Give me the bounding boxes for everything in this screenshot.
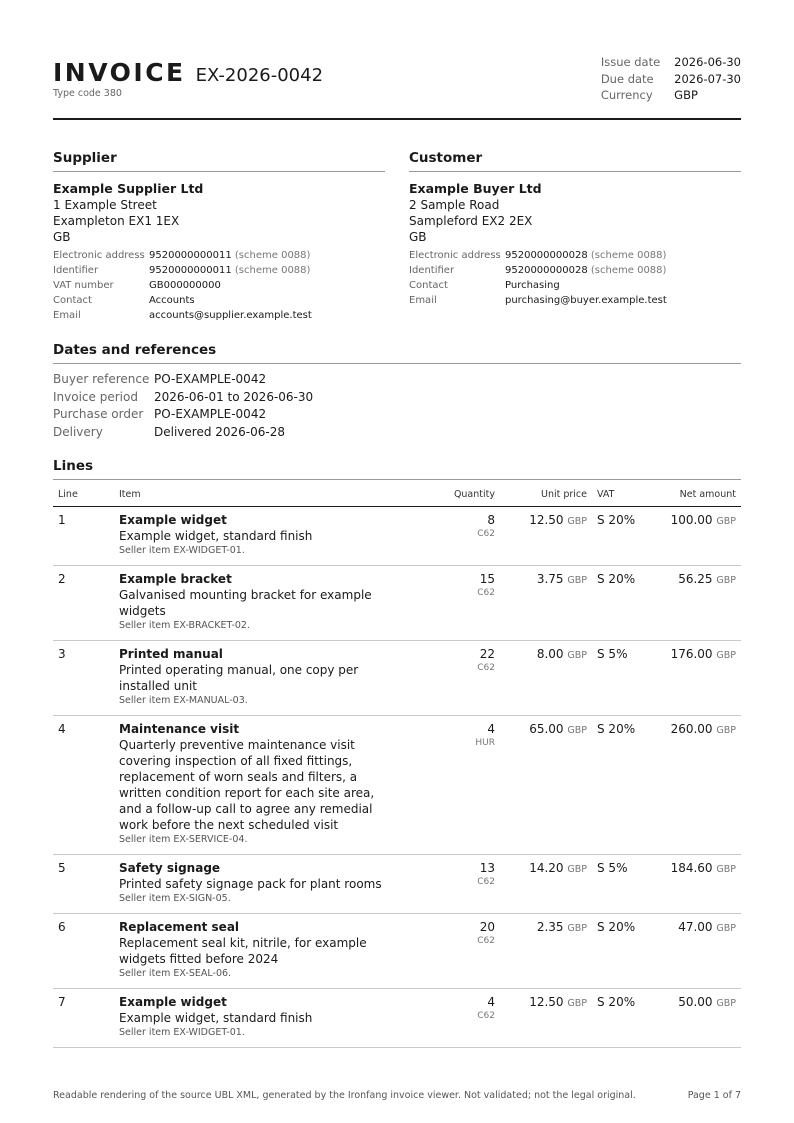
dates-label: Purchase order bbox=[53, 407, 144, 421]
dates-section bbox=[53, 342, 741, 441]
unit-price-cell bbox=[500, 507, 592, 566]
detail-note: (scheme 0088) bbox=[590, 250, 667, 261]
net-amount-cell bbox=[652, 716, 741, 855]
col-header-line: Line bbox=[53, 480, 114, 507]
quantity-cell bbox=[397, 989, 500, 1048]
item-name: Example widget bbox=[119, 995, 227, 1009]
detail-label: Electronic address bbox=[53, 250, 145, 261]
customer-detail-row bbox=[409, 278, 667, 293]
col-header-item: Item bbox=[114, 480, 397, 507]
meta-value: 2026-06-30 bbox=[674, 55, 741, 69]
item-cell bbox=[114, 716, 397, 855]
supplier-heading: Supplier bbox=[53, 150, 385, 172]
currency-code: GBP bbox=[716, 725, 736, 736]
currency-code: GBP bbox=[567, 725, 587, 736]
quantity-value: 22 bbox=[479, 647, 495, 661]
item-description: Galvanised mounting bracket for example widgets bbox=[119, 588, 372, 618]
table-row bbox=[53, 566, 741, 641]
unit-price-cell bbox=[500, 989, 592, 1048]
customer-details bbox=[409, 248, 667, 308]
table-row bbox=[53, 641, 741, 716]
detail-value: 9520000000028 bbox=[505, 250, 588, 261]
currency-code: GBP bbox=[716, 575, 736, 586]
supplier-name: Example Supplier Ltd bbox=[53, 181, 204, 196]
meta-row-currency bbox=[601, 89, 741, 106]
customer-heading: Customer bbox=[409, 150, 741, 172]
supplier-address-line: GB bbox=[53, 230, 71, 244]
customer-detail-row bbox=[409, 263, 667, 278]
currency-code: GBP bbox=[567, 575, 587, 586]
customer-detail-row bbox=[409, 248, 667, 263]
net-amount-cell bbox=[652, 989, 741, 1048]
lines-heading: Lines bbox=[53, 458, 741, 480]
invoice-header bbox=[53, 0, 741, 120]
customer-address-line: Sampleford EX2 2EX bbox=[409, 214, 533, 228]
currency-code: GBP bbox=[567, 864, 587, 875]
quantity-value: 8 bbox=[487, 513, 495, 527]
net-amount-cell bbox=[652, 566, 741, 641]
item-seller-id: Seller item EX-SERVICE-04. bbox=[119, 834, 248, 845]
unit-code: C62 bbox=[477, 663, 495, 673]
currency-code: GBP bbox=[716, 998, 736, 1009]
unit-code: C62 bbox=[477, 877, 495, 887]
detail-label: Email bbox=[53, 310, 81, 321]
detail-value: GB000000000 bbox=[149, 280, 221, 291]
line-number: 5 bbox=[53, 855, 114, 914]
customer-address-line: GB bbox=[409, 230, 427, 244]
customer-detail-row bbox=[409, 293, 667, 308]
dates-row bbox=[53, 424, 313, 442]
invoice-type-code: Type code 380 bbox=[53, 88, 122, 99]
quantity-cell bbox=[397, 507, 500, 566]
invoice-title-word: INVOICE bbox=[53, 58, 186, 87]
supplier-email-link[interactable]: accounts@supplier.example.test bbox=[149, 310, 312, 321]
net-amount-value: 184.60 bbox=[670, 861, 713, 875]
unit-code: C62 bbox=[477, 936, 495, 946]
dates-label: Delivery bbox=[53, 424, 103, 439]
invoice-number: EX-2026-0042 bbox=[195, 65, 324, 86]
dates-row bbox=[53, 371, 313, 389]
item-seller-id: Seller item EX-SIGN-05. bbox=[119, 893, 231, 904]
dates-value: PO-EXAMPLE-0042 bbox=[154, 372, 267, 386]
net-amount-value: 50.00 bbox=[678, 995, 713, 1009]
customer-email-link[interactable]: purchasing@buyer.example.test bbox=[505, 295, 667, 306]
currency-code: GBP bbox=[567, 650, 587, 661]
item-cell bbox=[114, 641, 397, 716]
meta-row-due-date bbox=[601, 73, 741, 90]
item-description: Example widget, standard finish bbox=[119, 1011, 313, 1025]
line-number: 4 bbox=[53, 716, 114, 855]
col-header-net-amount: Net amount bbox=[652, 480, 741, 507]
dates-row bbox=[53, 406, 313, 424]
quantity-value: 20 bbox=[479, 920, 495, 934]
detail-value: Purchasing bbox=[505, 280, 560, 291]
unit-price-cell bbox=[500, 855, 592, 914]
detail-label: VAT number bbox=[53, 280, 114, 291]
currency-code: GBP bbox=[716, 864, 736, 875]
supplier-details bbox=[53, 248, 312, 323]
table-row bbox=[53, 855, 741, 914]
quantity-cell bbox=[397, 716, 500, 855]
unit-price-value: 12.50 bbox=[529, 995, 564, 1009]
col-header-quantity: Quantity bbox=[397, 480, 500, 507]
unit-price-cell bbox=[500, 566, 592, 641]
supplier-address-line: 1 Example Street bbox=[53, 198, 157, 212]
dates-label: Invoice period bbox=[53, 389, 138, 404]
item-seller-id: Seller item EX-BRACKET-02. bbox=[119, 620, 250, 631]
meta-label: Issue date bbox=[600, 55, 661, 69]
quantity-cell bbox=[397, 566, 500, 641]
customer-address-line: 2 Sample Road bbox=[409, 198, 500, 212]
detail-value-cell bbox=[505, 263, 667, 278]
vat-cell: S 20% bbox=[592, 914, 652, 989]
quantity-value: 4 bbox=[487, 722, 495, 736]
dates-value: 2026-06-01 to 2026-06-30 bbox=[154, 389, 314, 404]
footer-note: Readable rendering of the source UBL XML, generated by the Ironfang invoice viewer. Not validated; not the legal original. bbox=[53, 1090, 636, 1101]
item-name: Replacement seal bbox=[119, 920, 240, 934]
invoice-meta bbox=[601, 56, 741, 106]
detail-note: (scheme 0088) bbox=[234, 250, 311, 261]
page-number: Page 1 of 7 bbox=[687, 1090, 741, 1101]
unit-price-cell bbox=[500, 914, 592, 989]
item-name: Maintenance visit bbox=[119, 722, 240, 736]
customer-name: Example Buyer Ltd bbox=[409, 181, 542, 196]
net-amount-value: 47.00 bbox=[678, 920, 713, 934]
unit-price-value: 14.20 bbox=[529, 861, 564, 875]
quantity-value: 13 bbox=[479, 861, 495, 875]
vat-cell: S 20% bbox=[592, 716, 652, 855]
supplier-detail-row bbox=[53, 248, 312, 263]
col-header-unit-price: Unit price bbox=[500, 480, 592, 507]
item-seller-id: Seller item EX-WIDGET-01. bbox=[119, 545, 245, 556]
line-number: 7 bbox=[53, 989, 114, 1048]
invoice-page bbox=[53, 0, 741, 1038]
unit-code: C62 bbox=[477, 1011, 495, 1021]
detail-value: 9520000000011 bbox=[149, 250, 232, 261]
item-cell bbox=[114, 855, 397, 914]
item-seller-id: Seller item EX-WIDGET-01. bbox=[119, 1027, 245, 1038]
quantity-cell bbox=[397, 855, 500, 914]
supplier-detail-row bbox=[53, 308, 312, 323]
currency-code: GBP bbox=[567, 923, 587, 934]
unit-price-value: 12.50 bbox=[529, 513, 564, 527]
dates-table bbox=[53, 371, 313, 441]
detail-label: Identifier bbox=[409, 265, 455, 276]
detail-value-cell bbox=[505, 248, 667, 263]
item-cell bbox=[114, 566, 397, 641]
detail-value-cell bbox=[149, 263, 312, 278]
dates-row bbox=[53, 389, 313, 407]
detail-value-cell bbox=[149, 248, 312, 263]
net-amount-cell bbox=[652, 914, 741, 989]
unit-price-value: 2.35 bbox=[536, 920, 564, 934]
lines-header-row bbox=[53, 480, 741, 507]
meta-value: GBP bbox=[674, 88, 698, 102]
meta-label: Due date bbox=[600, 71, 654, 86]
item-description: Example widget, standard finish bbox=[119, 529, 313, 543]
line-number: 1 bbox=[53, 507, 114, 566]
unit-code: C62 bbox=[477, 529, 495, 539]
meta-row-issue-date bbox=[601, 56, 741, 73]
net-amount-cell bbox=[652, 507, 741, 566]
lines-section bbox=[53, 458, 741, 1048]
net-amount-value: 56.25 bbox=[678, 572, 713, 586]
unit-price-cell bbox=[500, 716, 592, 855]
table-row bbox=[53, 716, 741, 855]
detail-label: Contact bbox=[409, 280, 448, 291]
meta-value: 2026-07-30 bbox=[674, 71, 741, 86]
net-amount-cell bbox=[652, 641, 741, 716]
item-cell bbox=[114, 507, 397, 566]
supplier-detail-row bbox=[53, 293, 312, 308]
currency-code: GBP bbox=[716, 650, 736, 661]
table-row bbox=[53, 914, 741, 989]
quantity-value: 15 bbox=[479, 572, 495, 586]
invoice-title bbox=[53, 58, 323, 87]
currency-code: GBP bbox=[567, 516, 587, 527]
detail-value: Accounts bbox=[149, 295, 195, 306]
item-name: Printed manual bbox=[119, 647, 223, 661]
unit-code: HUR bbox=[475, 738, 495, 748]
dates-label: Buyer reference bbox=[53, 372, 150, 386]
detail-note: (scheme 0088) bbox=[590, 265, 667, 276]
line-number: 2 bbox=[53, 566, 114, 641]
vat-cell: S 20% bbox=[592, 507, 652, 566]
currency-code: GBP bbox=[716, 516, 736, 527]
item-name: Safety signage bbox=[119, 861, 221, 875]
meta-label: Currency bbox=[600, 88, 653, 102]
quantity-value: 4 bbox=[487, 995, 495, 1009]
unit-price-value: 8.00 bbox=[536, 647, 564, 661]
vat-cell: S 20% bbox=[592, 566, 652, 641]
quantity-cell bbox=[397, 914, 500, 989]
table-row bbox=[53, 507, 741, 566]
unit-code: C62 bbox=[477, 588, 495, 598]
supplier-address-line: Exampleton EX1 1EX bbox=[53, 214, 180, 228]
unit-price-cell bbox=[500, 641, 592, 716]
supplier-block bbox=[53, 150, 385, 323]
unit-price-value: 65.00 bbox=[529, 722, 564, 736]
dates-heading: Dates and references bbox=[53, 342, 741, 364]
net-amount-cell bbox=[652, 855, 741, 914]
supplier-detail-row bbox=[53, 263, 312, 278]
lines-table bbox=[53, 480, 741, 1048]
net-amount-value: 176.00 bbox=[670, 647, 713, 661]
vat-cell: S 5% bbox=[592, 855, 652, 914]
item-seller-id: Seller item EX-SEAL-06. bbox=[119, 968, 232, 979]
currency-code: GBP bbox=[716, 923, 736, 934]
item-description: Replacement seal kit, nitrile, for example widgets fitted before 2024 bbox=[119, 936, 367, 966]
line-number: 6 bbox=[53, 914, 114, 989]
col-header-vat: VAT bbox=[592, 480, 652, 507]
net-amount-value: 260.00 bbox=[670, 722, 713, 736]
item-description: Printed safety signage pack for plant rooms bbox=[119, 877, 382, 891]
item-name: Example bracket bbox=[119, 572, 232, 586]
vat-cell: S 20% bbox=[592, 989, 652, 1048]
item-description: Printed operating manual, one copy per installed unit bbox=[119, 663, 359, 693]
supplier-detail-row bbox=[53, 278, 312, 293]
quantity-cell bbox=[397, 641, 500, 716]
item-cell bbox=[114, 914, 397, 989]
detail-label: Email bbox=[409, 295, 437, 306]
customer-block bbox=[409, 150, 741, 308]
dates-value: PO-EXAMPLE-0042 bbox=[154, 407, 267, 421]
detail-note: (scheme 0088) bbox=[234, 265, 311, 276]
detail-value: 9520000000028 bbox=[505, 265, 588, 276]
detail-value: 9520000000011 bbox=[149, 265, 232, 276]
table-row bbox=[53, 989, 741, 1048]
item-name: Example widget bbox=[119, 513, 227, 527]
dates-value: Delivered 2026-06-28 bbox=[154, 424, 285, 439]
currency-code: GBP bbox=[567, 998, 587, 1009]
detail-label: Identifier bbox=[53, 265, 99, 276]
line-number: 3 bbox=[53, 641, 114, 716]
item-seller-id: Seller item EX-MANUAL-03. bbox=[119, 695, 248, 706]
unit-price-value: 3.75 bbox=[536, 572, 564, 586]
item-description: Quarterly preventive maintenance visit covering inspection of all fixed fittings, replacement of worn seals and filters, a written condition report for each site area, and a follow-up call to agree any remedial work before the next scheduled visit bbox=[119, 738, 375, 832]
page-footer bbox=[53, 1090, 741, 1101]
detail-label: Contact bbox=[53, 295, 92, 306]
net-amount-value: 100.00 bbox=[670, 513, 713, 527]
vat-cell: S 5% bbox=[592, 641, 652, 716]
item-cell bbox=[114, 989, 397, 1048]
detail-label: Electronic address bbox=[409, 250, 501, 261]
